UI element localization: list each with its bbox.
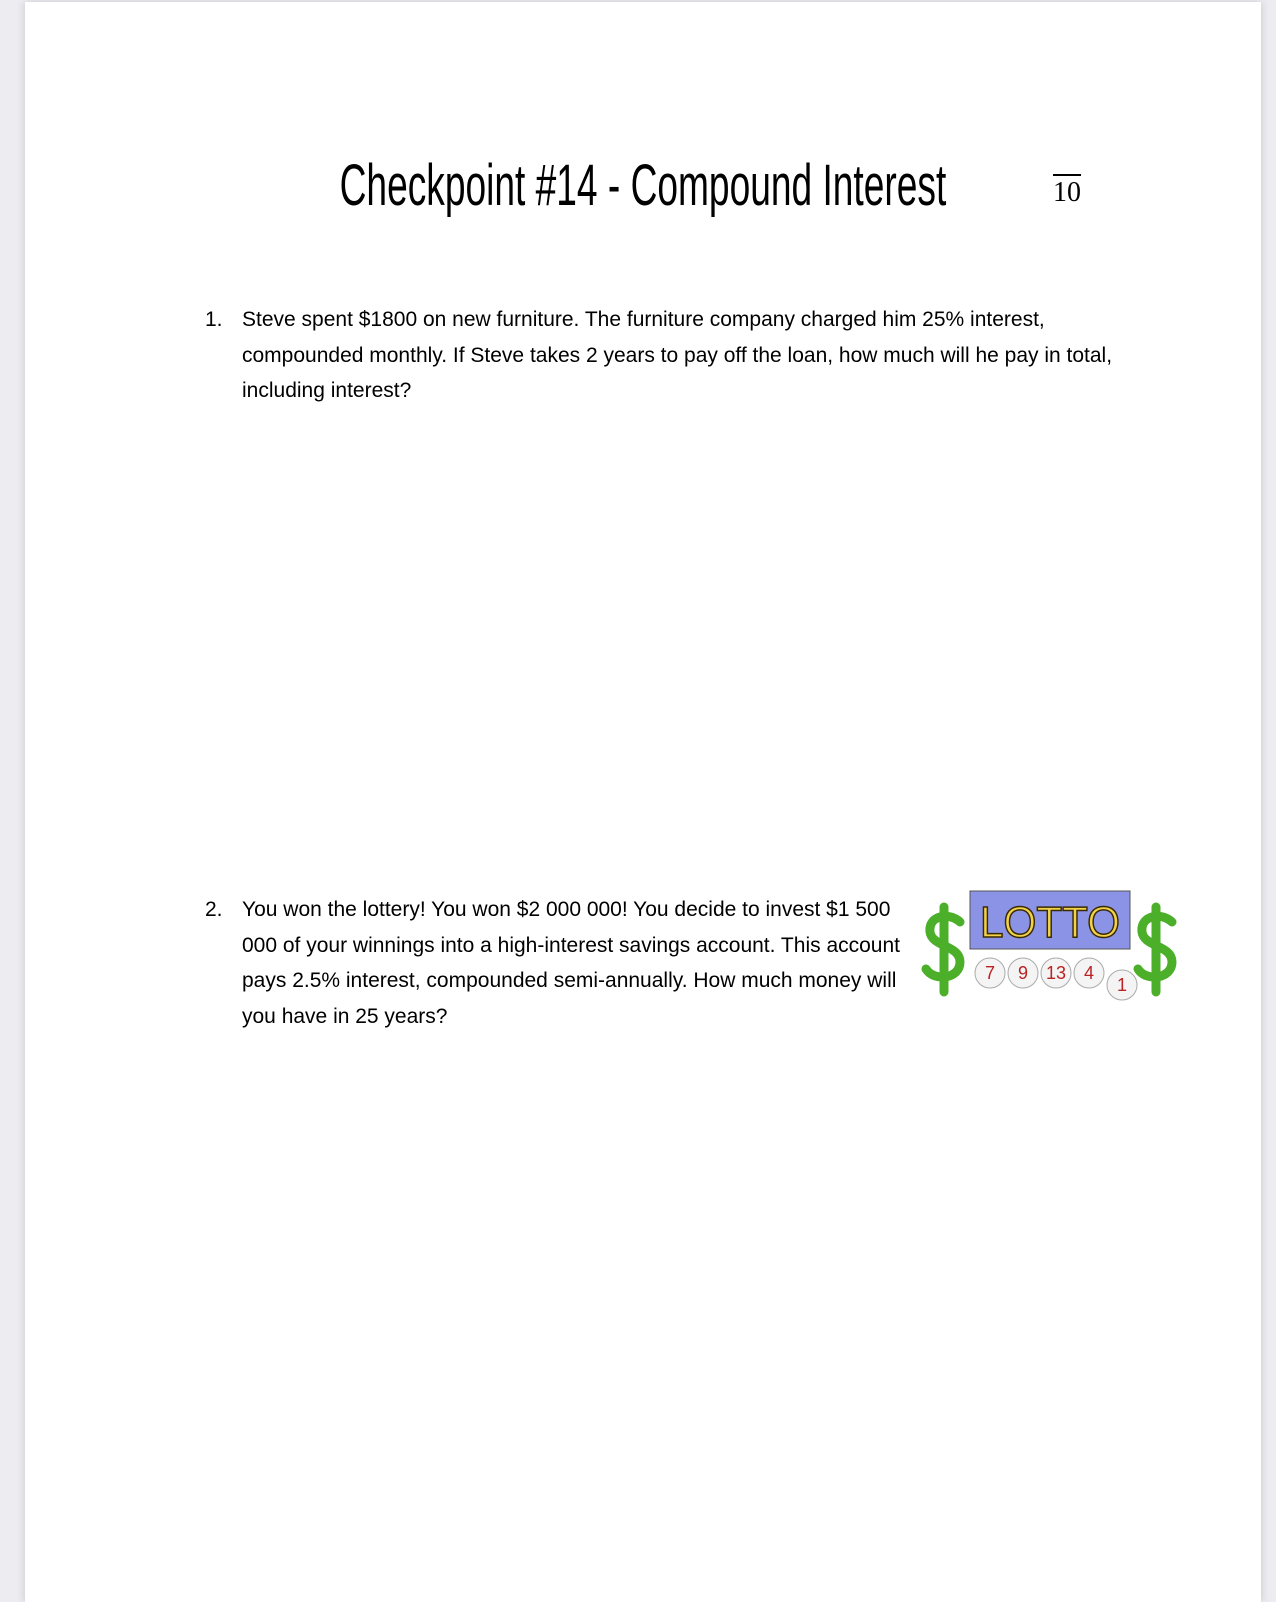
lotto-ball: 1 — [1116, 975, 1128, 995]
worksheet-page — [25, 2, 1261, 1602]
question-number: 1. — [205, 308, 223, 331]
lotto-label: LOTTO — [980, 898, 1120, 947]
score-denominator: 10 — [1053, 174, 1081, 208]
page-title: Checkpoint #14 - Compound Interest — [339, 153, 947, 218]
lotto-ball: 9 — [1017, 963, 1029, 983]
question-text: Steve spent $1800 on new furniture. The furniture company charged him 25% interest, compounded monthly. If Steve takes 2 years to pay off the loan, how much will he pay in total, including interest? — [242, 308, 1113, 402]
question-text: You won the lottery! You won $2 000 000! You decide to invest $1 500 000 of your winnings into a high-interest savings account. This account pays 2.5% interest, compounded semi-annually. How much money will you have in 25 years? — [242, 898, 900, 1028]
lotto-ball: 13 — [1045, 963, 1067, 983]
lotto-ball: 7 — [984, 963, 996, 983]
lotto-ball: 4 — [1083, 963, 1095, 983]
dollar-sign-icon — [1138, 907, 1172, 992]
dollar-sign-icon — [926, 907, 960, 992]
question-number: 2. — [205, 898, 223, 921]
lotto-clipart — [920, 887, 1180, 1012]
